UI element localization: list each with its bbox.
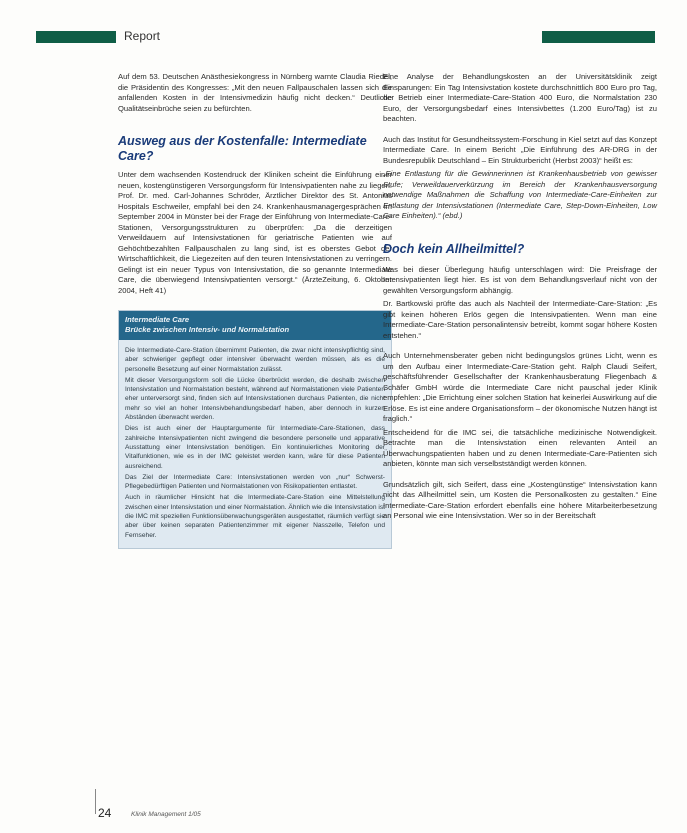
info-box-body bbox=[119, 340, 391, 548]
body-paragraph: Auch Unternehmensberater geben nicht bedingungslos grünes Licht, wenn es um den Aufbau einer Intermediate-Care-Station geht. Ralph Claudi Seifert, geschäftsführender Gesellschafter der Krankenhausberatung Fliegenbach & Schäfer GmbH würde die Intermediate Care nicht pauschal jeder Klinik empfehlen: „Die Errichtung einer solchen Station hat keinerlei Auswirkung auf die Erlöse. Es ist eine andere Organisationsform – der ökonomische Nutzen hängt ist fraglich.“ bbox=[383, 351, 657, 423]
page-number: 24 bbox=[98, 806, 112, 820]
body-paragraph: Eine Analyse der Behandlungskosten an der Universitätsklinik zeigt Einsparungen: Ein Tag Intensivstation kostete durchschnittlich 800 Euro pro Tag, der Betrieb einer Intermediate-Care-Station 400 Euro, die Normalstation 230 Euro, der Versorgungsbedarf eines Intensivbettes (1.200 Euro/Tag) ist zu beachten. bbox=[383, 72, 657, 123]
info-box-paragraph: Auch in räumlicher Hinsicht hat die Intermediate-Care-Station eine Mittelstellung zwischen einer Intensivstation und einer Normalstation. Ähnlich wie die Intensivstation ist die IMC mit speziellen Funktionsüberwachungsgeräten ausgestattet, räumlich verfügt sie aber über keinen separaten Patientenzimmer mit eigener Nasszelle, Telefon und Fernseher. bbox=[125, 494, 385, 539]
info-box-title: Intermediate Care bbox=[125, 315, 190, 324]
quote-paragraph: „Eine Entlastung für die Gewinnerinnen ist Krankenhausbetrieb von gewisser Stufe; Verweildauerverkürzung im Bereich der Krankenhausversorgung notwendige Maßnahmen die Schaffung von Intermediate-Care-Einheiten zur Entlastung der Intensivstationen (Intermediate Care, Step-Down-Einheiten, Low Care Einheiten).“ (ebd.) bbox=[383, 169, 657, 220]
info-box-paragraph: Dies ist auch einer der Hauptargumente für Intermediate-Care-Stationen, dass zahlreiche Intensivpatienten nicht zwingend die besondere personelle und apparative Ausstattung einer Intensivstation benötigen. Ein kontinuierliches Monitoring der Vitalfunktionen, wie es in der IMC geleistet werden kann, wäre für diese Patienten ausreichend. bbox=[125, 425, 385, 470]
section-heading-no-panacea: Doch kein Allheilmittel? bbox=[383, 241, 525, 256]
right-column bbox=[383, 72, 657, 522]
section-label: Report bbox=[124, 29, 161, 43]
body-paragraph: Grundsätzlich gilt, sich Seifert, dass eine „Kostengünstige“ Intensivstation kann nicht das Allheilmittel sein, um Kosten die Personalkosten zu gestalten.“ Eine Intermediate-Care-Station erfordert ebenfalls eine höhere Mitarbeiterbesetzung an Personal wie eine Intensivstation. Wer so in der Bereitschaft bbox=[383, 479, 657, 520]
body-paragraph: Was bei dieser Überlegung häufig unterschlagen wird: Die Preisfrage der Intensivpatienten liegt hier. Es ist von dem Behandlungsverlauf nicht von der gewählten Versorgungsform abhängig. bbox=[383, 264, 657, 295]
body-paragraph: Entscheidend für die IMC sei, die tatsächliche medizinische Notwendigkeit. Betrachte man die Intensivstation einen relevanten Anteil an Überwachungspatienten haben und zu denen Intermediate-Care-Patienten sich anbieten, könnte man sich verselbstständigt werden können. bbox=[383, 427, 657, 468]
info-box-paragraph: Das Ziel der Intermediate Care: Intensivstationen werden von „nur“ Schwerst-Pflegebedürftigen Patienten und Normalstationen von Risikopatienten entlastet. bbox=[125, 473, 385, 491]
header-accent-bar-left bbox=[36, 31, 116, 43]
left-column bbox=[118, 72, 392, 549]
journal-name: Klinik Management 1/05 bbox=[131, 811, 201, 818]
info-box-paragraph: Mit dieser Versorgungsform soll die Lücke überbrückt werden, die deshalb zwischen Intensivstation und Normalstation besteht, während auf Normalstationen viele Patienten eher unterversorgt sind, finden sich auf Intensivstationen durchaus Patienten, die nicht mehr so viel an hoher Intensivbehandlungsbedarf haben, aber dennoch in kurzen Abständen überwacht werden. bbox=[125, 376, 385, 422]
body-paragraph: Dr. Bartkowski prüfte das auch als Nachteil der Intermediate-Care-Station: „Es gibt keinen höheren Erlös gegen die Intensivpatienten. Wenn man eine Intermediate-Care-Station personalintensiv betreibt, kommt sogar höhere Kosten entstehen.“ bbox=[383, 299, 657, 340]
info-box-header bbox=[119, 311, 391, 340]
header-accent-bar-right bbox=[542, 31, 655, 43]
body-paragraph: Auch das Institut für Gesundheitssystem-Forschung in Kiel setzt auf das Konzept Intermediate Care. In einem Bericht „Die Einführung des AR-DRG in der Bundesrepublik Deutschland – Ein Strukturbericht (Herbst 2003)“ heißt es: bbox=[383, 134, 657, 165]
info-box-paragraph: Die Intermediate-Care-Station übernimmt Patienten, die zwar nicht intensivpflichtig sind, aber schwieriger gepflegt oder intensiver überwacht werden müssen, als es die personelle Besetzung auf einer Normalstation zulässt. bbox=[125, 347, 385, 373]
section-heading-cost-trap: Ausweg aus der Kostenfalle: Intermediate Care? bbox=[118, 134, 367, 163]
info-box-subtitle: Brücke zwischen Intensiv- und Normalstation bbox=[125, 325, 290, 334]
footer-rule bbox=[95, 789, 96, 814]
body-paragraph: Unter dem wachsenden Kostendruck der Kliniken scheint die Einführung einer neuen, kostengünstigeren Versorgungsform für Intensivpatienten nahe zu liegen. Prof. Dr. med. Carl-Johannes Schröder, Ärztlicher Direktor des St. Antonius Hospitals Eschweiler, empfahl bei den 24. Krankenhausmanagergesprächen im September 2004 in Münster bei der Frage der Einführung von Intermediate-Care-Stationen, Versorgungsstrukturen zu überprüfen: „Da die derzeitigen Verweildauern auf Intensivstationen für geriatrische Patienten wie auf Gehöchtbezahlten Fallpauschalen zu lang sind, ist es oberstes Gebot der Wirtschaftlichkeit, die Liegezeiten auf den teuren Intensivstationen zu verringern. Gelingt ist ein neuer Typus von Intensivstation, die so genannte Intermediate Care, die überwiegend Intensivpatienten versorgt.“ (ÄrzteZeitung, 6. Oktober 2004, Heft 41) bbox=[118, 170, 392, 295]
intro-paragraph: Auf dem 53. Deutschen Anästhesiekongress in Nürnberg warnte Claudia Riedel, die Präsidentin des Kongresses: „Mit den neuen Fallpauschalen lassen sich die anfallenden Kosten in der Intensivmedizin häufig nicht decken.“ Deutliche Qualitätseinbrüche seien zu befürchten. bbox=[118, 72, 392, 113]
info-box-intermediate-care bbox=[118, 310, 392, 549]
